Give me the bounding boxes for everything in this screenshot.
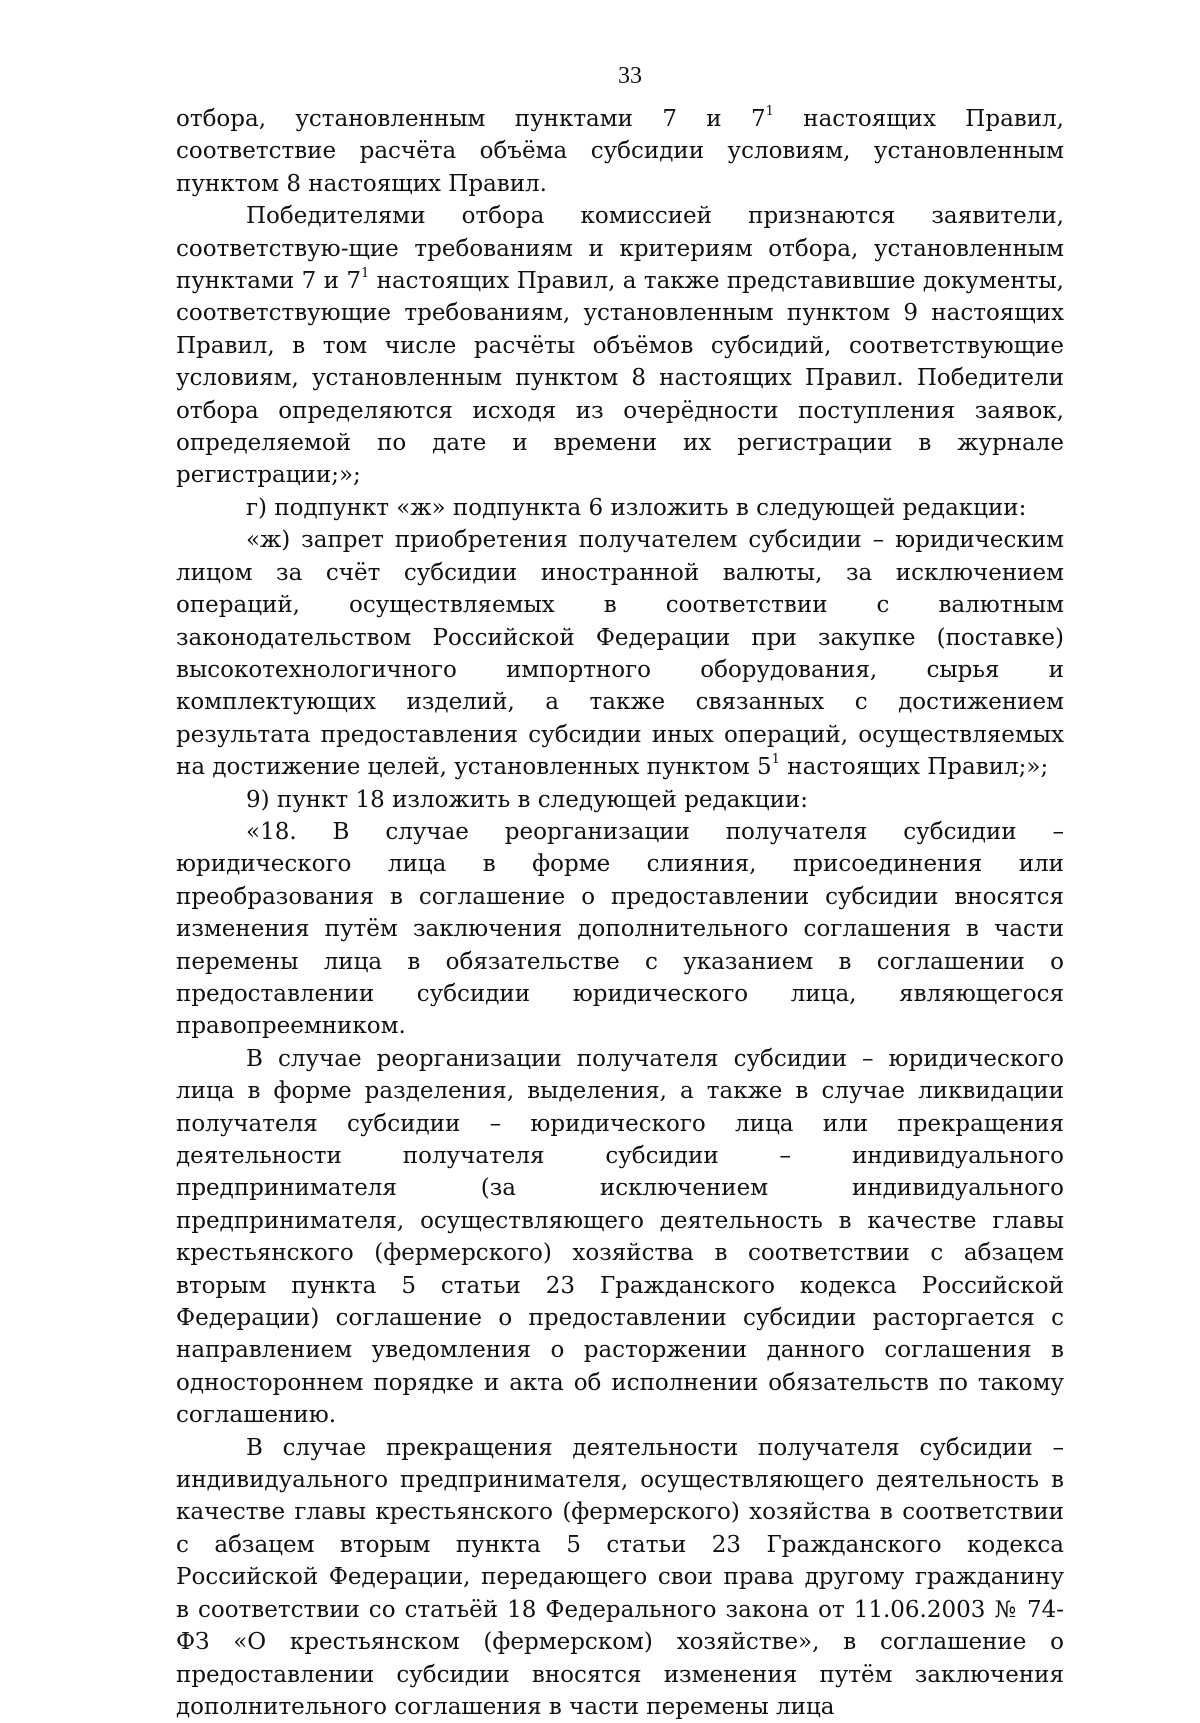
- paragraph-4: [176, 524, 1064, 783]
- page-number: 33: [618, 63, 642, 89]
- paragraph-4-text: «ж) запрет приобретения получателем субсидии – юридическим лицом за счёт субсидии иностранной валюты, за исключением операций, осуществляемых в соответствии с валютным законодательством Российской Федерации при закупке (поставке) высокотехнологичного импортного оборудования, сырья и комплектующих изделий, а также связанных с достижением результата предоставления субсидии иных операций, осуществляемых на достижение целей, установленных пунктом 5: [176, 527, 1064, 781]
- paragraph-4-text-cont: настоящих Правил;»;: [779, 754, 1049, 781]
- paragraph-1-text: отбора, установленным пунктами 7 и 7: [176, 106, 766, 132]
- paragraph-5: 9) пункт 18 изложить в следующей редакции:: [246, 786, 808, 813]
- paragraph-3: г) подпункт «ж» подпункта 6 изложить в следующей редакции:: [246, 494, 1027, 521]
- document-body: [176, 103, 1064, 1723]
- superscript: 1: [771, 752, 780, 768]
- paragraph-6: «18. В случае реорганизации получателя субсидии – юридического лица в форме слияния, присоединения или преобразования в соглашение о предоставлении субсидии вносятся изменения путём заключения дополнительного соглашения в части перемены лица в обязательстве с указанием в соглашении о предоставлении субсидии юридического лица, являющегося правопреемником.: [176, 818, 1064, 1040]
- paragraph-2: [176, 200, 1064, 492]
- paragraph-7: В случае реорганизации получателя субсидии – юридического лица в форме разделения, выделения, а также в случае ликвидации получателя субсидии – юридического лица или прекращения деятельности получателя субсидии – индивидуального предпринимателя (за исключением индивидуального предпринимателя, осуществляющего деятельность в качестве главы крестьянского (фермерского) хозяйства в соответствии с абзацем вторым пункта 5 статьи 23 Гражданского кодекса Российской Федерации) соглашение о предоставлении субсидии расторгается с направлением уведомления о расторжении данного соглашения в одностороннем порядке и акта об исполнении обязательств по такому соглашению.: [176, 1045, 1064, 1429]
- paragraph-2-text: Победителями отбора комиссией признаются заявители, соответствую-щие требованиям и критериям отбора, установленным пунктами 7 и 7: [176, 203, 1064, 295]
- paragraph-1-text-cont: настоящих Правил, соответствие расчёта объёма субсидии условиям, установленным пунктом 8 настоящих Правил.: [176, 106, 1064, 197]
- paragraph-1: [176, 103, 1064, 200]
- paragraph-8: В случае прекращения деятельности получателя субсидии – индивидуального предпринимателя, осуществляющего деятельность в качестве главы крестьянского (фермерского) хозяйства в соответствии с абзацем вторым пункта 5 статьи 23 Гражданского кодекса Российской Федерации, передающего свои права другому гражданину в соответствии со статьёй 18 Федерального закона от 11.06.2003 № 74-ФЗ «О крестьянском (фермерском) хозяйстве», в соглашение о предоставлении субсидии вносятся изменения путём заключения дополнительного соглашения в части перемены лица: [176, 1434, 1064, 1720]
- superscript: 1: [360, 266, 370, 282]
- paragraph-2-text-cont: настоящих Правил, а также представившие документы, соответствующие требованиям, установленным пунктом 9 настоящих Правил, в том числе расчёты объёмов субсидий, соответствующие условиям, установленным пунктом 8 настоящих Правил. Победители отбора определяются исходя из очерёдности поступления заявок, определяемой по дате и времени их регистрации в журнале регистрации;»;: [176, 268, 1064, 489]
- superscript: 1: [765, 104, 774, 120]
